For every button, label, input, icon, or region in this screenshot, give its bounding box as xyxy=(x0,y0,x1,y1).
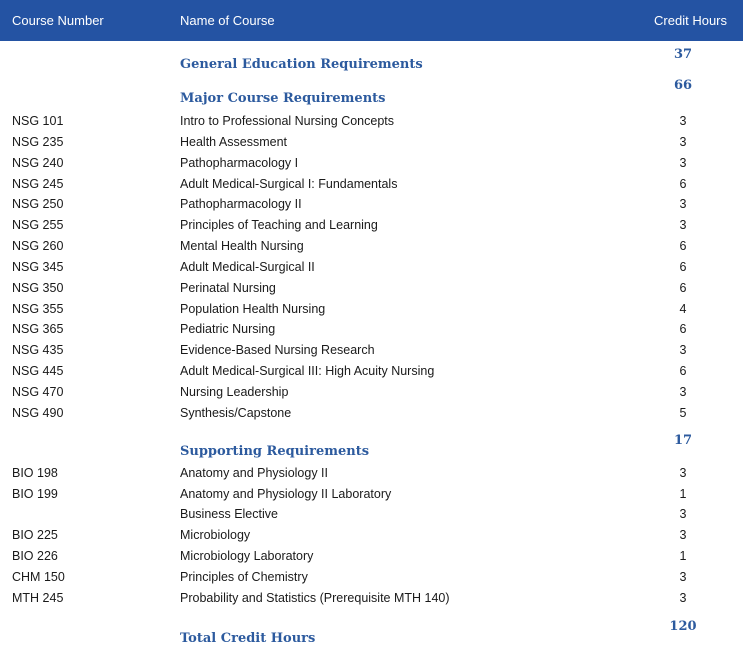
major-course-list xyxy=(0,111,743,424)
credit-hours: 3 xyxy=(679,528,687,543)
table-row xyxy=(0,340,743,361)
table-row xyxy=(0,215,743,236)
table-row xyxy=(0,153,743,174)
table-row xyxy=(0,484,743,505)
course-name: Adult Medical-Surgical III: High Acuity Nursing xyxy=(180,364,435,379)
table-row xyxy=(0,236,743,257)
table-row xyxy=(0,504,743,525)
credit-hours: 3 xyxy=(679,465,687,480)
credit-hours: 3 xyxy=(679,134,687,149)
table-row xyxy=(0,403,743,424)
course-number: NSG 255 xyxy=(12,218,64,233)
section-total: 17 xyxy=(673,432,693,448)
credit-hours: 3 xyxy=(679,343,687,358)
course-number: MTH 245 xyxy=(12,590,64,605)
credit-hours: 3 xyxy=(679,569,687,584)
table-row xyxy=(0,319,743,340)
course-number: BIO 198 xyxy=(12,465,58,480)
section-total: 37 xyxy=(673,47,693,62)
course-number: NSG 245 xyxy=(12,176,64,191)
course-number: NSG 365 xyxy=(12,322,64,337)
course-name: Intro to Professional Nursing Concepts xyxy=(180,114,394,128)
course-name: Health Assessment xyxy=(180,134,287,149)
course-number: NSG 470 xyxy=(12,384,64,399)
section-title: General Education Requirements xyxy=(180,57,423,72)
credit-hours: 6 xyxy=(679,176,687,191)
table-row xyxy=(0,546,743,567)
credit-hours: 3 xyxy=(679,590,687,605)
course-number: CHM 150 xyxy=(12,569,65,584)
table-row xyxy=(0,194,743,215)
course-number: NSG 445 xyxy=(12,364,64,379)
course-name: Pathopharmacology I xyxy=(180,155,299,170)
section-title: Major Course Requirements xyxy=(180,91,386,106)
credit-hours: 3 xyxy=(679,114,687,128)
header-course-number: Course Number xyxy=(12,13,104,28)
credit-hours: 1 xyxy=(679,486,687,501)
credit-hours: 5 xyxy=(679,405,687,420)
credit-hours: 6 xyxy=(679,259,687,274)
credit-hours: 1 xyxy=(679,549,687,564)
credit-hours: 6 xyxy=(679,322,687,337)
course-name: Pediatric Nursing xyxy=(180,322,276,337)
course-name: Anatomy and Physiology II xyxy=(180,465,328,480)
table-row xyxy=(0,111,743,132)
course-number: NSG 240 xyxy=(12,155,64,170)
course-number: NSG 345 xyxy=(12,259,64,274)
course-number: NSG 260 xyxy=(12,239,64,254)
table-row xyxy=(0,525,743,546)
credit-hours: 4 xyxy=(679,301,687,316)
section-title: Supporting Requirements xyxy=(180,443,370,459)
course-number: BIO 199 xyxy=(12,486,58,501)
table-row xyxy=(0,132,743,153)
section-total: 120 xyxy=(669,618,697,634)
course-name: Adult Medical-Surgical II xyxy=(180,259,315,274)
credit-hours: 3 xyxy=(679,155,687,170)
course-name: Nursing Leadership xyxy=(180,384,289,399)
course-number: BIO 225 xyxy=(12,528,58,543)
course-name: Evidence-Based Nursing Research xyxy=(180,343,375,358)
course-name: Principles of Chemistry xyxy=(180,569,308,584)
course-number: NSG 350 xyxy=(12,280,64,295)
course-name: Microbiology xyxy=(180,528,251,543)
course-name: Probability and Statistics (Prerequisite MTH 140) xyxy=(180,590,450,605)
course-name: Perinatal Nursing xyxy=(180,280,276,295)
course-number: BIO 226 xyxy=(12,549,58,564)
credit-hours: 3 xyxy=(679,197,687,212)
header-credit-hours: Credit Hours xyxy=(654,13,727,28)
course-name: Anatomy and Physiology II Laboratory xyxy=(180,486,392,501)
course-name: Adult Medical-Surgical I: Fundamentals xyxy=(180,176,398,191)
credit-hours: 3 xyxy=(679,507,687,522)
credit-hours: 6 xyxy=(679,364,687,379)
course-name: Business Elective xyxy=(180,507,278,522)
credit-hours: 6 xyxy=(679,280,687,295)
course-name: Principles of Teaching and Learning xyxy=(180,218,378,233)
course-name: Population Health Nursing xyxy=(180,301,326,316)
table-row xyxy=(0,257,743,278)
table-row xyxy=(0,361,743,382)
table-row xyxy=(0,174,743,195)
credit-hours: 3 xyxy=(679,384,687,399)
course-name: Synthesis/Capstone xyxy=(180,405,292,420)
course-name: Microbiology Laboratory xyxy=(180,549,314,564)
table-row xyxy=(0,382,743,403)
section-general-education xyxy=(0,41,743,81)
course-number: NSG 490 xyxy=(12,405,64,420)
course-number: NSG 250 xyxy=(12,197,64,212)
table-row xyxy=(0,567,743,588)
section-total-credit-hours xyxy=(0,609,743,649)
table-header xyxy=(0,0,743,41)
course-number: NSG 355 xyxy=(12,301,64,316)
course-number: NSG 235 xyxy=(12,134,64,149)
section-title: Total Credit Hours xyxy=(180,630,316,646)
table-row xyxy=(0,278,743,299)
section-supporting xyxy=(0,424,743,463)
course-name: Mental Health Nursing xyxy=(180,239,304,254)
supporting-course-list xyxy=(0,463,743,609)
table-row xyxy=(0,588,743,609)
course-number: NSG 101 xyxy=(12,114,64,128)
credit-hours: 3 xyxy=(679,218,687,233)
section-major xyxy=(0,78,743,111)
header-course-name: Name of Course xyxy=(180,13,275,28)
course-number: NSG 435 xyxy=(12,343,64,358)
section-total: 66 xyxy=(673,78,693,93)
table-row xyxy=(0,299,743,320)
course-name: Pathopharmacology II xyxy=(180,197,302,212)
table-row xyxy=(0,463,743,484)
credit-hours: 6 xyxy=(679,239,687,254)
